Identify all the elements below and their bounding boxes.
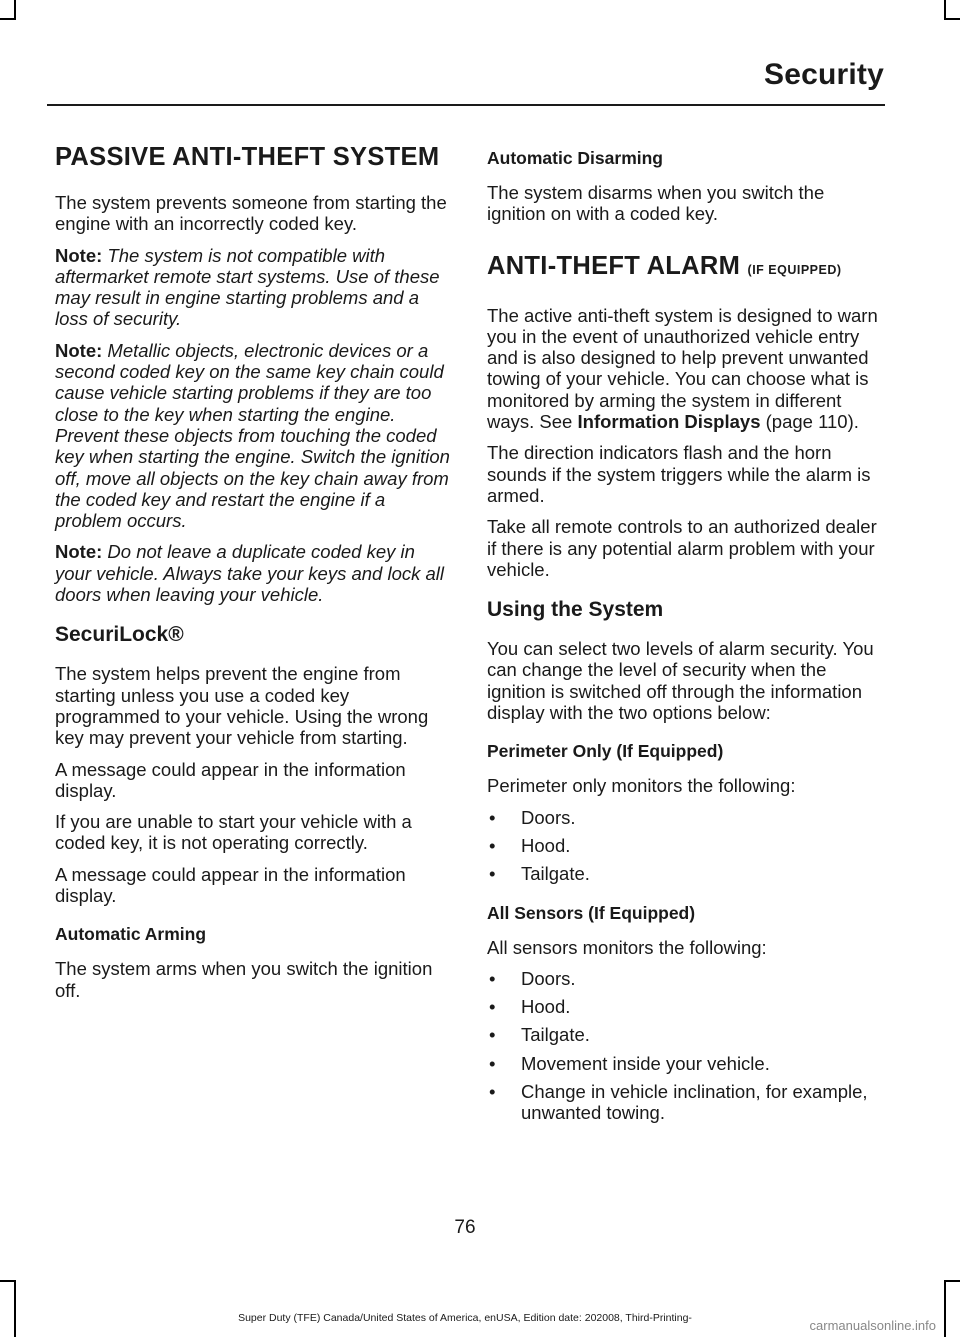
paragraph: The system helps prevent the engine from starting unless you use a coded key programmed to your vehicle. Using the wrong key may prevent your vehicle from starting. <box>55 663 429 749</box>
heading-text: ANTI-THEFT ALARM <box>487 251 741 280</box>
note-text: Do not leave a duplicate coded key in your vehicle. Always take your keys and lock all doors when leaving your vehicle. <box>55 541 445 606</box>
heading-securilock: SecuriLock® <box>55 623 184 647</box>
equipment-tag: (IF EQUIPPED) <box>747 262 842 277</box>
all-sensors-list <box>487 968 885 1124</box>
cross-reference-link[interactable]: Information Displays <box>577 411 761 433</box>
paragraph: A message could appear in the information display. <box>55 758 406 801</box>
heading-using-the-system: Using the System <box>487 598 664 622</box>
page-title: Security <box>764 58 884 91</box>
paragraph: You can select two levels of alarm security. You can change the level of security when the ignition is switched off through the information display with the two options below: <box>487 638 874 724</box>
crop-mark <box>0 18 16 20</box>
paragraph: Take all remote controls to an authorized dealer if there is any potential alarm problem with your vehicle. <box>487 516 877 580</box>
page-reference: (page 110). <box>765 411 859 433</box>
note <box>55 340 450 532</box>
list-item: • Movement inside your vehicle. <box>487 1053 885 1074</box>
right-column <box>487 146 885 1134</box>
left-column <box>55 140 450 1011</box>
list-item: • Doors. <box>487 968 885 989</box>
note-label: Note: <box>55 244 103 266</box>
paragraph: A message could appear in the information display. <box>55 863 406 907</box>
crop-mark <box>944 18 960 20</box>
watermark: carmanualsonline.info <box>809 1318 936 1333</box>
list-item: • Tailgate. <box>487 1024 885 1045</box>
paragraph: If you are unable to start your vehicle with a coded key, it is not operating correctly. <box>55 811 412 854</box>
note-text: The system is not compatible with aftermarket remote start systems. Use of these may result in engine starting problems and a loss of security. <box>55 244 440 330</box>
paragraph <box>487 305 885 433</box>
header-divider <box>47 104 885 106</box>
paragraph: Perimeter only monitors the following: <box>487 775 796 797</box>
perimeter-list <box>487 807 885 885</box>
list-item: • Doors. <box>487 807 885 828</box>
list-item: • Hood. <box>487 835 885 856</box>
heading-perimeter-only: Perimeter Only (If Equipped) <box>487 741 724 762</box>
paragraph-text: The active anti-theft system is designed to warn you in the event of unauthorized vehicle entry and is also designed to help prevent unwanted towing of your vehicle. You can choose what is monitored by arming the system in different ways. See <box>487 304 878 433</box>
crop-mark <box>944 1280 960 1282</box>
list-item: • Change in vehicle inclination, for example, unwanted towing. <box>487 1081 885 1124</box>
paragraph: All sensors monitors the following: <box>487 936 767 958</box>
note-label: Note: <box>55 339 103 361</box>
heading-anti-theft-alarm <box>487 249 885 287</box>
note-label: Note: <box>55 541 103 563</box>
edition-footer: Super Duty (TFE) Canada/United States of America, enUSA, Edition date: 202008, Third-Printing- <box>238 1312 692 1324</box>
note <box>55 541 450 605</box>
paragraph: The system disarms when you switch the ignition on with a coded key. <box>487 182 825 225</box>
heading-automatic-arming: Automatic Arming <box>55 924 207 945</box>
paragraph: The direction indicators flash and the horn sounds if the system triggers while the alarm is armed. <box>487 442 871 506</box>
note-text: Metallic objects, electronic devices or a second coded key on the same key chain could cause vehicle starting problems if they are too close to the key when starting the engine. Prevent these objects from touching the coded key when starting the engine. Switch the ignition off, move all objects on the key chain away from the coded key and restart the engine if a problem occurs. <box>55 339 450 532</box>
crop-mark <box>944 1280 946 1337</box>
page-number: 76 <box>454 1217 476 1238</box>
list-item: • Hood. <box>487 996 885 1017</box>
heading-automatic-disarming: Automatic Disarming <box>487 148 663 168</box>
paragraph: The system arms when you switch the ignition off. <box>55 958 433 1001</box>
crop-mark <box>0 1280 16 1282</box>
crop-mark <box>14 1280 16 1337</box>
heading-all-sensors: All Sensors (If Equipped) <box>487 902 696 923</box>
list-item: • Tailgate. <box>487 863 885 884</box>
crop-mark <box>944 0 946 20</box>
heading-passive-anti-theft: PASSIVE ANTI-THEFT SYSTEM <box>55 143 440 171</box>
note <box>55 245 450 330</box>
paragraph: The system prevents someone from starting the engine with an incorrectly coded key. <box>55 192 447 235</box>
crop-mark <box>14 0 16 20</box>
